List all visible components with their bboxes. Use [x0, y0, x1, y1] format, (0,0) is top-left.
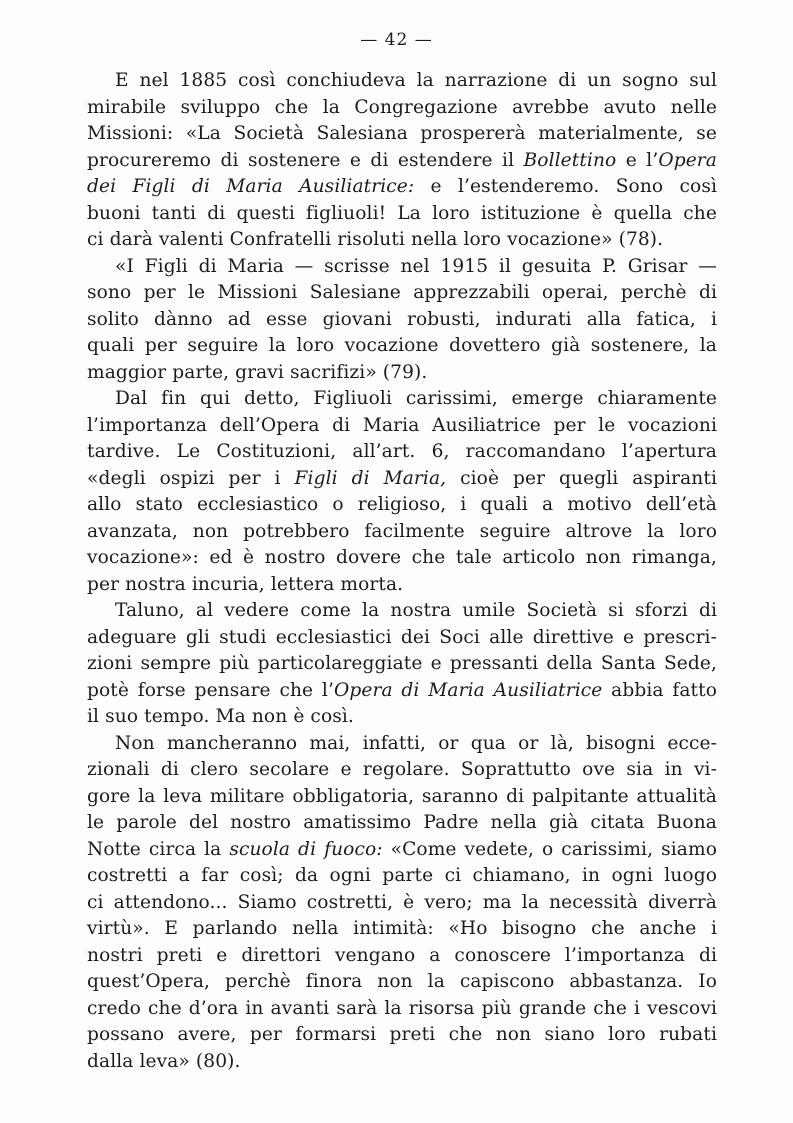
text-segment: tardive. Le Costituzioni, all’art. 6, raccomandano l’apertura: [87, 441, 717, 462]
text-line: [87, 943, 717, 970]
text-line: [87, 1022, 717, 1049]
text-line: [87, 333, 717, 360]
text-segment: possano avere, per formarsi preti che non siano loro rubati: [87, 1024, 717, 1045]
text-segment: il suo tempo. Ma non è così.: [87, 706, 354, 727]
text-segment: cioè per quegli aspiranti: [446, 467, 717, 489]
text-segment: dalla leva» (80).: [87, 1050, 241, 1072]
text-segment: e l’estenderemo. Sono così: [414, 176, 718, 197]
text-line: [87, 439, 717, 466]
text-segment: ci darà valenti Confratelli risoluti nella loro vocazione» (78).: [87, 229, 664, 250]
text-segment: sono per le Missioni Salesiane apprezzabili operai, perchè di: [87, 282, 717, 303]
text-line: [87, 95, 717, 122]
text-line: [87, 466, 717, 493]
text-segment: zionali di clero secolare e regolare. Soprattutto ove sia in vi-: [87, 759, 717, 780]
text-segment: l’importanza dell’Opera di Maria Ausiliatrice per le vocazioni: [87, 414, 717, 436]
text-segment: ci attendono... Siamo costretti, è vero; ma la necessità diverrà: [87, 891, 717, 913]
text-segment: Taluno, al vedere come la nostra umile Società si sforzi di: [115, 600, 717, 621]
text-line: [87, 519, 717, 546]
text-line: [87, 784, 717, 811]
text-segment: zioni sempre più particolareggiate e pressanti della Santa Sede,: [87, 653, 717, 674]
italic-text-segment: Figli di Maria,: [294, 467, 447, 489]
paragraph-first-line: [87, 68, 717, 95]
text-line: [87, 572, 717, 599]
text-line: [87, 969, 717, 996]
paragraph-first-line: [87, 731, 717, 758]
text-line: [87, 492, 717, 519]
text-segment: avanzata, non potrebbero facilmente seguire altrove la loro: [87, 520, 717, 542]
text-segment: gore la leva militare obbligatoria, saranno di palpitante attualità: [87, 785, 717, 807]
text-line: [87, 545, 717, 572]
text-segment: nostri preti e direttori vengano a conoscere l’importanza di: [87, 944, 717, 966]
text-line: [87, 174, 717, 201]
text-segment: quali per seguire la loro vocazione dovettero già sostenere, la: [87, 335, 717, 356]
text-segment: E nel 1885 così conchiudeva la narrazione di un sogno sul: [115, 70, 717, 91]
text-segment: costretti a far così; da ogni parte ci chiamano, in ogni luogo: [87, 865, 717, 886]
text-line: [87, 625, 717, 652]
text-line: [87, 704, 717, 731]
text-segment: potè forse pensare che l’: [87, 679, 334, 701]
text-line: [87, 651, 717, 678]
text-segment: quest’Opera, perchè finora non la capiscono abbastanza. Io: [87, 971, 717, 992]
text-segment: «I Figli di Maria — scrisse nel 1915 il gesuita P. Grisar —: [115, 255, 717, 277]
italic-text-segment: Opera di Maria Ausiliatrice: [334, 679, 603, 701]
italic-text-segment: Opera: [658, 149, 717, 171]
text-line: [87, 837, 717, 864]
text-segment: buoni tanti di questi figliuoli! La loro istituzione è quella che: [87, 202, 717, 224]
text-line: [87, 413, 717, 440]
paragraph-first-line: [87, 254, 717, 281]
text-line: [87, 360, 717, 387]
text-line: [87, 201, 717, 228]
text-line: [87, 227, 717, 254]
text-line: [87, 890, 717, 917]
italic-text-segment: dei Figli di Maria Ausiliatrice:: [87, 176, 415, 197]
text-line: [87, 757, 717, 784]
text-segment: mirabile sviluppo che la Congregazione avrebbe avuto nelle: [87, 96, 717, 118]
text-segment: abbia fatto: [602, 679, 717, 701]
text-segment: adeguare gli studi ecclesiastici dei Soci alle direttive e prescri-: [87, 626, 717, 648]
page-number: — 42 —: [360, 30, 433, 50]
text-segment: Non mancheranno mai, infatti, or qua or là, bisogni ecce-: [115, 732, 717, 754]
text-segment: vocazione»: ed è nostro dovere che tale articolo non rimanga,: [87, 547, 717, 568]
text-line: [87, 280, 717, 307]
text-segment: le parole del nostro amatissimo Padre nella già citata Buona: [87, 812, 717, 833]
text-segment: Missioni: «La Società Salesiana prospererà materialmente, se: [87, 123, 717, 144]
text-segment: credo che d’ora in avanti sarà la risorsa più grande che i vescovi: [87, 997, 717, 1019]
text-segment: virtù». E parlando nella intimità: «Ho bisogno che anche i: [87, 918, 717, 939]
text-segment: procureremo di sostenere e di estendere il: [87, 149, 524, 171]
text-line: [87, 121, 717, 148]
text-segment: Dal fin qui detto, Figliuoli carissimi, emerge chiaramente: [115, 388, 717, 409]
text-line: [87, 307, 717, 334]
text-line: [87, 916, 717, 943]
text-line: [87, 810, 717, 837]
text-segment: solito dànno ad esse giovani robusti, indurati alla fatica, i: [87, 308, 717, 330]
italic-text-segment: Bollettino: [523, 149, 617, 171]
text-segment: Notte circa la: [87, 838, 230, 860]
text-line: [87, 678, 717, 705]
paragraph-first-line: [87, 598, 717, 625]
text-segment: per nostra incuria, lettera morta.: [87, 573, 404, 595]
text-line: [87, 1049, 717, 1076]
text-segment: «Come vedete, o carissimi, siamo: [382, 838, 717, 860]
text-segment: e l’: [616, 149, 659, 171]
text-segment: allo stato ecclesiastico o religioso, i quali a motivo dell’età: [87, 494, 717, 515]
text-segment: maggior parte, gravi sacrifizi» (79).: [87, 361, 428, 383]
body-text: [87, 68, 717, 1075]
paragraph-first-line: [87, 386, 717, 413]
italic-text-segment: scuola di fuoco:: [229, 838, 383, 860]
text-line: [87, 148, 717, 175]
text-line: [87, 863, 717, 890]
text-line: [87, 996, 717, 1023]
text-segment: «degli ospizi per i: [87, 467, 295, 489]
